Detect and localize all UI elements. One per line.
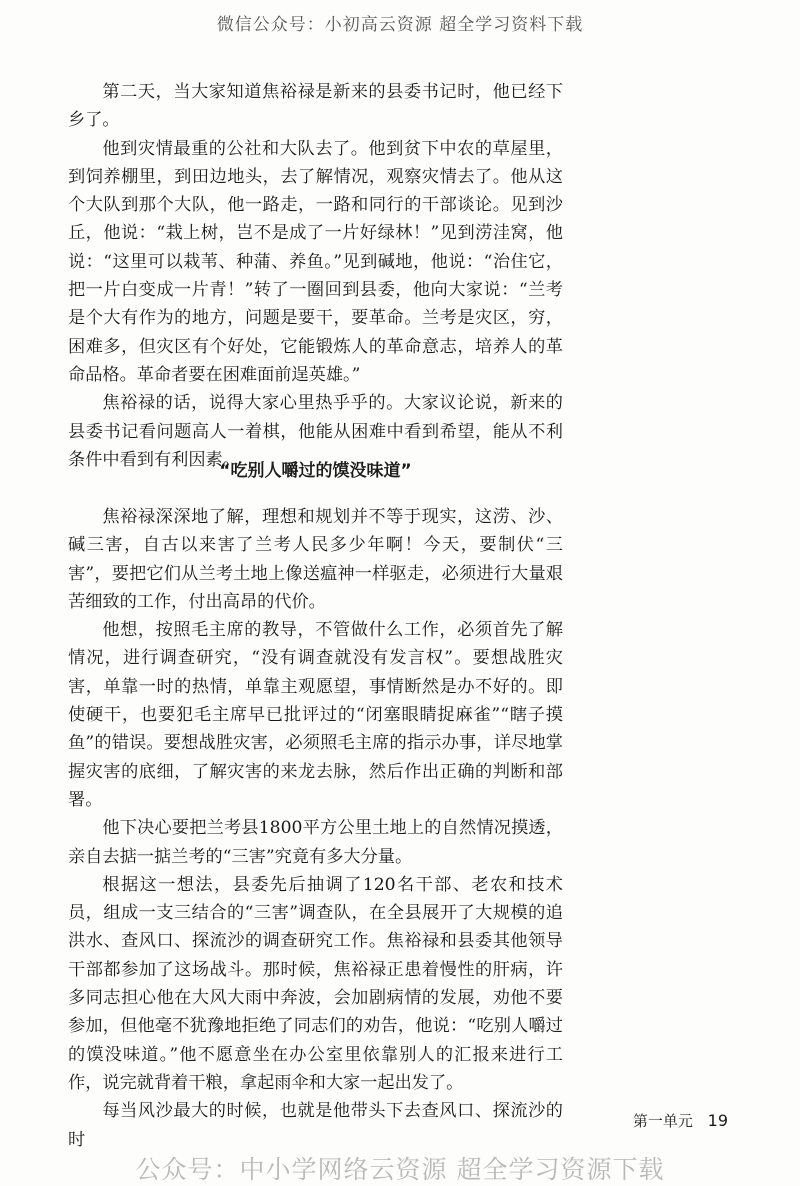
top-watermark: 微信公众号：小初高云资源 超全学习资料下载: [216, 15, 584, 35]
page-number: 19: [707, 1111, 728, 1130]
paragraph: 他到灾情最重的公社和大队去了。他到贫下中农的草屋里，到饲养棚里，到田边地头，去了解情况，观察灾情去了。他从这个大队到那个大队，他一路走，一路和同行的干部谈论。见到沙丘，他说：“栽上树，岂不是成了一片好绿林！”见到涝洼窝，他说：“这里可以栽苇、种蒲、养鱼。”见到碱地，他说：“治住它，把一片白变成一片青！”转了一圈回到县委，他向大家说：“兰考是个大有作为的地方，问题是要干，要革命。兰考是灾区，穷，困难多，但灾区有个好处，它能锻炼人的革命意志，培养人的革命品格。革命者要在困难面前逞英雄。”: [68, 138, 563, 385]
bottom-watermark: 公众号：中小学网络云资源 超全学习资源下载: [135, 1155, 665, 1184]
paragraph: 焦裕禄的话，说得大家心里热乎乎的。大家议论说，新来的县委书记看问题高人一着棋，他能从困难中看到希望，能从不利条件中看到有利因素。: [68, 393, 563, 470]
paragraph: 每当风沙最大的时候，也就是他带头下去查风口、探流沙的时: [68, 1101, 563, 1150]
paragraph: 他下决心要把兰考县1800平方公里土地上的自然情况摸透，亲自去掂一掂兰考的“三害”究竟有多大分量。: [68, 818, 563, 867]
paragraph: 根据这一想法，县委先后抽调了120名干部、老农和技术员，组成一支三结合的“三害”调查队，在全县展开了大规模的追洪水、查风口、探流沙的调查研究工作。焦裕禄和县委其他领导干部都参加了这场战斗。那时候，焦裕禄正患着慢性的肝病，许多同志担心他在大风大雨中奔波，会加剧病情的发展，劝他不要参加，但他毫不犹豫地拒绝了同志们的劝告，他说：“吃别人嚼过的馍没味道。”他不愿意坐在办公室里依靠别人的汇报来进行工作，说完就背着干粮，拿起雨伞和大家一起出发了。: [68, 874, 563, 1093]
unit-label: 第一单元: [632, 1112, 693, 1130]
paragraph: 他想，按照毛主席的教导，不管做什么工作，必须首先了解情况，进行调查研究，“没有调查就没有发言权”。要想战胜灾害，单靠一时的热情，单靠主观愿望，事情断然是办不好的。即使硬干，也要犯毛主席早已批评过的“闭塞眼睛捉麻雀”“瞎子摸鱼”的错误。要想战胜灾害，必须照毛主席的指示办事，详尽地掌握灾害的底细，了解灾害的来龙去脉，然后作出正确的判断和部署。: [68, 620, 563, 810]
page-footer: [633, 1110, 728, 1131]
article-block-2: [68, 503, 563, 1154]
section-heading: “吃别人嚼过的馍没味道”: [219, 461, 412, 481]
paragraph: 第二天，当大家知道焦裕禄是新来的县委书记时，他已经下乡了。: [68, 82, 563, 131]
paragraph: 焦裕禄深深地了解，理想和规划并不等于现实，这涝、沙、碱三害，自古以来害了兰考人民多少年啊！今天，要制伏“三害”，要把它们从兰考土地上像送瘟神一样驱走，必须进行大量艰苦细致的工作，付出高昂的代价。: [68, 507, 563, 612]
article-block-1: [68, 78, 563, 474]
